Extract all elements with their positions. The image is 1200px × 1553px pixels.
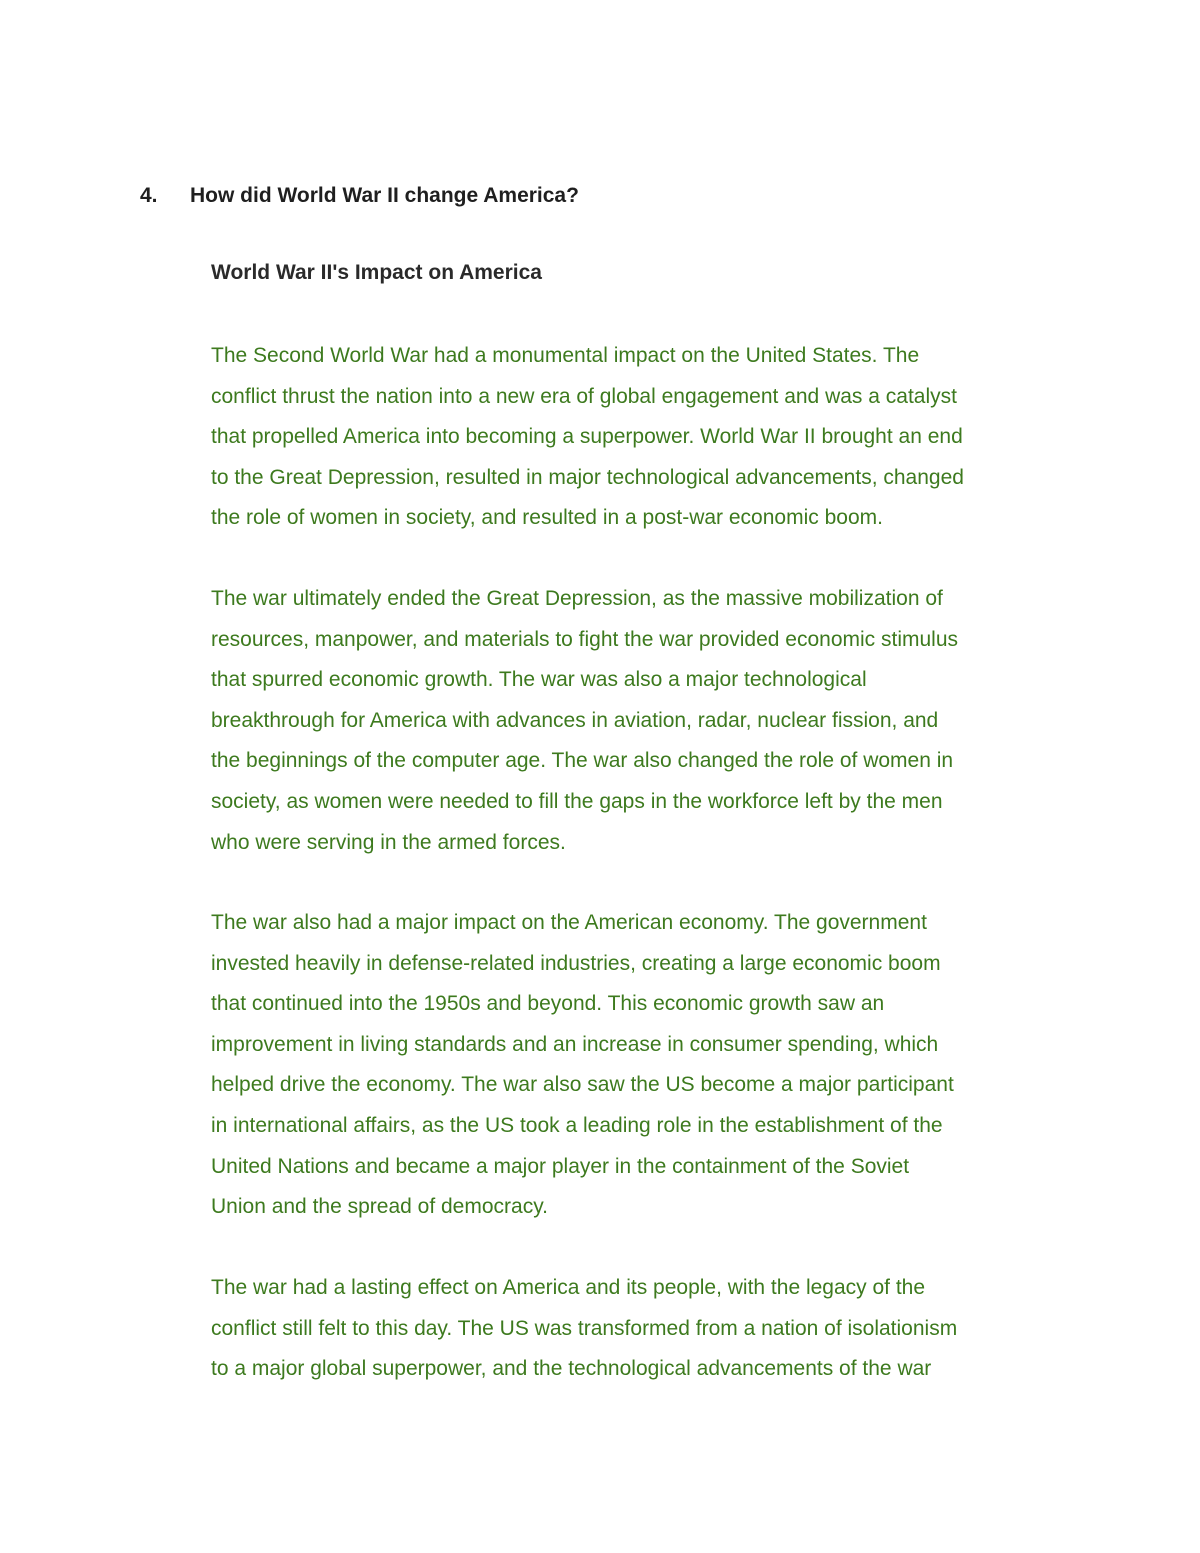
paragraph-line: the beginnings of the computer age. The war also changed the role of women in xyxy=(211,749,954,773)
paragraph-1 xyxy=(211,336,1081,539)
paragraph-line: helped drive the economy. The war also saw the US become a major participant xyxy=(211,1073,954,1097)
paragraph-line: Union and the spread of democracy. xyxy=(211,1195,548,1219)
question-number: 4. xyxy=(140,184,158,207)
question-heading xyxy=(140,180,579,212)
paragraph-4 xyxy=(211,1268,1081,1390)
paragraph-line: that propelled America into becoming a superpower. World War II brought an end xyxy=(211,425,963,449)
paragraph-line: The war had a lasting effect on America and its people, with the legacy of the xyxy=(211,1276,926,1299)
paragraph-line: that continued into the 1950s and beyond. This economic growth saw an xyxy=(211,992,885,1016)
paragraph-line: conflict thrust the nation into a new era of global engagement and was a catalyst xyxy=(211,384,957,408)
paragraph-line: invested heavily in defense-related industries, creating a large economic boom xyxy=(211,951,941,975)
paragraph-line: The war also had a major impact on the American economy. The government xyxy=(211,911,927,934)
paragraph-line: improvement in living standards and an increase in consumer spending, which xyxy=(211,1032,939,1056)
paragraph-2 xyxy=(211,579,1081,863)
section-heading: World War II's Impact on America xyxy=(211,261,542,284)
paragraph-line: conflict still felt to this day. The US was transformed from a nation of isolationism xyxy=(211,1316,958,1340)
paragraph-line: in international affairs, as the US took a leading role in the establishment of the xyxy=(211,1113,943,1137)
paragraph-line: to the Great Depression, resulted in major technological advancements, changed xyxy=(211,465,964,489)
question-text: How did World War II change America? xyxy=(190,184,579,207)
paragraph-line: breakthrough for America with advances in aviation, radar, nuclear fission, and xyxy=(211,708,939,732)
paragraph-line: society, as women were needed to fill the gaps in the workforce left by the men xyxy=(211,789,943,813)
paragraph-line: that spurred economic growth. The war was also a major technological xyxy=(211,668,867,692)
paragraph-line: United Nations and became a major player in the containment of the Soviet xyxy=(211,1154,910,1178)
paragraph-3 xyxy=(211,903,1081,1228)
paragraph-line: the role of women in society, and resulted in a post-war economic boom. xyxy=(211,506,883,530)
paragraph-line: to a major global superpower, and the technological advancements of the war xyxy=(211,1357,932,1381)
paragraph-line: The war ultimately ended the Great Depression, as the massive mobilization of xyxy=(211,587,943,610)
paragraph-line: The Second World War had a monumental impact on the United States. The xyxy=(211,344,920,367)
paragraph-line: who were serving in the armed forces. xyxy=(211,830,566,854)
paragraph-line: resources, manpower, and materials to fight the war provided economic stimulus xyxy=(211,627,959,651)
